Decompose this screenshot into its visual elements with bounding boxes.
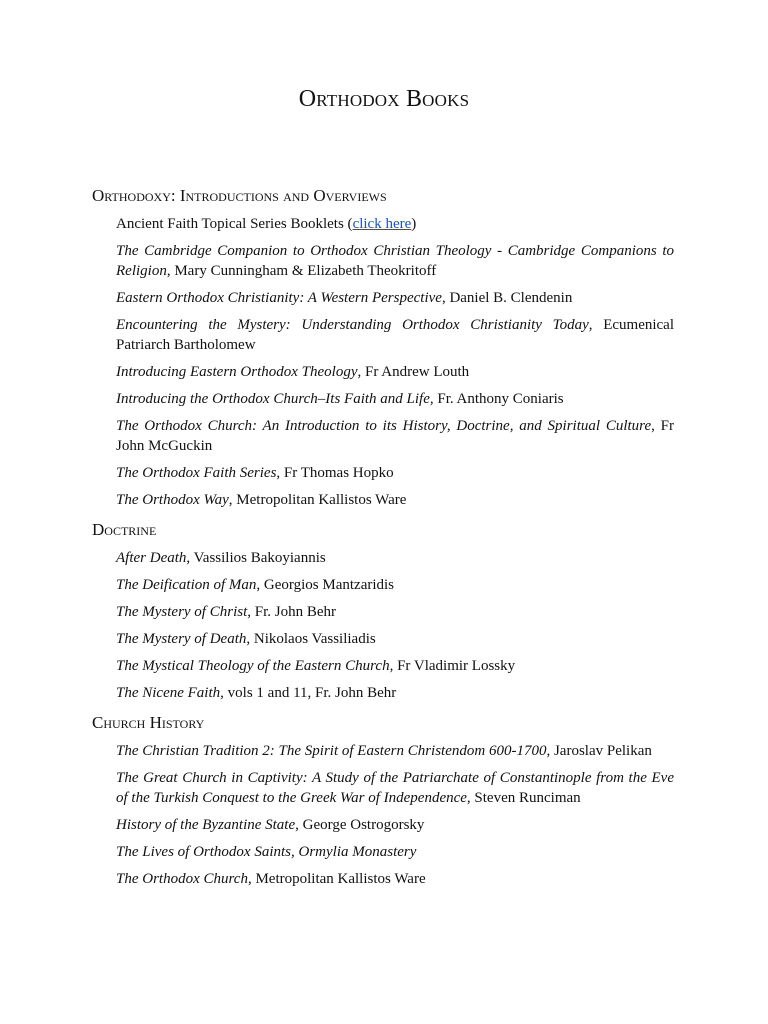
book-title: The Lives of Orthodox Saints, Ormylia Monastery: [116, 844, 417, 860]
book-author: , Vassilios Bakoyiannis: [186, 550, 326, 566]
book-author: , Nikolaos Vassiliadis: [246, 631, 376, 647]
book-author: , Daniel B. Clendenin: [441, 290, 573, 306]
book-entry: [116, 548, 674, 568]
click-here-link[interactable]: click here: [352, 216, 412, 232]
book-author: , Ecumenical Patriarch Bartholomew: [116, 317, 675, 353]
book-author: , George Ostrogorsky: [295, 817, 425, 833]
book-title: The Cambridge Companion to Orthodox Christian Theology - Cambridge Companions to Religion: [116, 243, 674, 279]
book-author: , Fr Andrew Louth: [357, 364, 470, 380]
book-entry: [116, 602, 674, 622]
book-entry: [116, 768, 674, 808]
book-title: History of the Byzantine State: [116, 817, 296, 833]
section-church-history: [92, 711, 674, 889]
book-entry: [116, 842, 674, 862]
entry-list: [92, 741, 674, 889]
book-title: The Deification of Man: [116, 577, 257, 593]
book-author: , Metropolitan Kallistos Ware: [247, 871, 426, 887]
book-entry: [116, 362, 674, 382]
book-title: The Mystery of Christ: [116, 604, 248, 620]
entry-list: [92, 214, 674, 510]
book-entry: [116, 815, 674, 835]
book-author: , Fr John McGuckin: [116, 418, 674, 454]
book-author: , Mary Cunningham & Elizabeth Theokritoff: [166, 263, 437, 279]
book-author: , Metropolitan Kallistos Ware: [228, 492, 407, 508]
book-title: The Orthodox Way: [116, 492, 229, 508]
book-title: After Death: [116, 550, 187, 566]
entry-text: Ancient Faith Topical Series Booklets (: [116, 216, 353, 232]
section-introductions: [92, 184, 674, 510]
book-entry: [116, 575, 674, 595]
book-author: , Fr. Anthony Coniaris: [429, 391, 564, 407]
book-entry: [116, 288, 674, 308]
book-entry: [116, 741, 674, 761]
section-heading: Church History: [92, 713, 205, 732]
book-entry: [116, 241, 674, 281]
book-entry: [116, 214, 674, 234]
book-title: The Nicene Faith: [116, 685, 221, 701]
book-title: The Mystery of Death: [116, 631, 247, 647]
book-title: The Great Church in Captivity: A Study of the Patriarchate of Constantinople from the Eve of the Turkish Conquest to the Greek War of Independence: [116, 770, 674, 806]
page-title: Orthodox Books: [298, 86, 470, 112]
entry-text-suffix: ): [411, 216, 417, 232]
book-author: , Fr Thomas Hopko: [276, 465, 394, 481]
book-title: Introducing Eastern Orthodox Theology: [116, 364, 358, 380]
book-title: The Christian Tradition 2: The Spirit of Eastern Christendom 600-1700: [116, 743, 547, 759]
book-entry: [116, 389, 674, 409]
book-entry: [116, 869, 674, 889]
book-entry: [116, 683, 674, 703]
book-title: Encountering the Mystery: Understanding Orthodox Christianity Today: [116, 317, 589, 333]
section-heading: Orthodoxy: Introductions and Overviews: [92, 186, 387, 205]
book-title: The Orthodox Church: [116, 871, 248, 887]
book-list: [92, 184, 674, 897]
book-title: The Orthodox Faith Series: [116, 465, 277, 481]
book-author: , Fr. John Behr: [247, 604, 337, 620]
section-heading: Doctrine: [92, 520, 157, 539]
book-title: The Orthodox Church: An Introduction to its History, Doctrine, and Spiritual Culture: [116, 418, 652, 434]
book-entry: [116, 490, 674, 510]
book-author: , Georgios Mantzaridis: [256, 577, 395, 593]
book-title: The Mystical Theology of the Eastern Church: [116, 658, 390, 674]
book-entry: [116, 656, 674, 676]
book-entry: [116, 463, 674, 483]
book-author: , Steven Runciman: [466, 790, 581, 806]
book-author: , Jaroslav Pelikan: [546, 743, 652, 759]
book-title: Eastern Orthodox Christianity: A Western Perspective: [116, 290, 442, 306]
entry-list: [92, 548, 674, 703]
book-author: , Fr Vladimir Lossky: [389, 658, 516, 674]
book-entry: [116, 315, 674, 355]
book-entry: [116, 629, 674, 649]
book-author: , vols 1 and 11, Fr. John Behr: [220, 685, 397, 701]
book-title: Introducing the Orthodox Church–Its Faith and Life: [116, 391, 430, 407]
section-doctrine: [92, 518, 674, 703]
book-entry: [116, 416, 674, 456]
